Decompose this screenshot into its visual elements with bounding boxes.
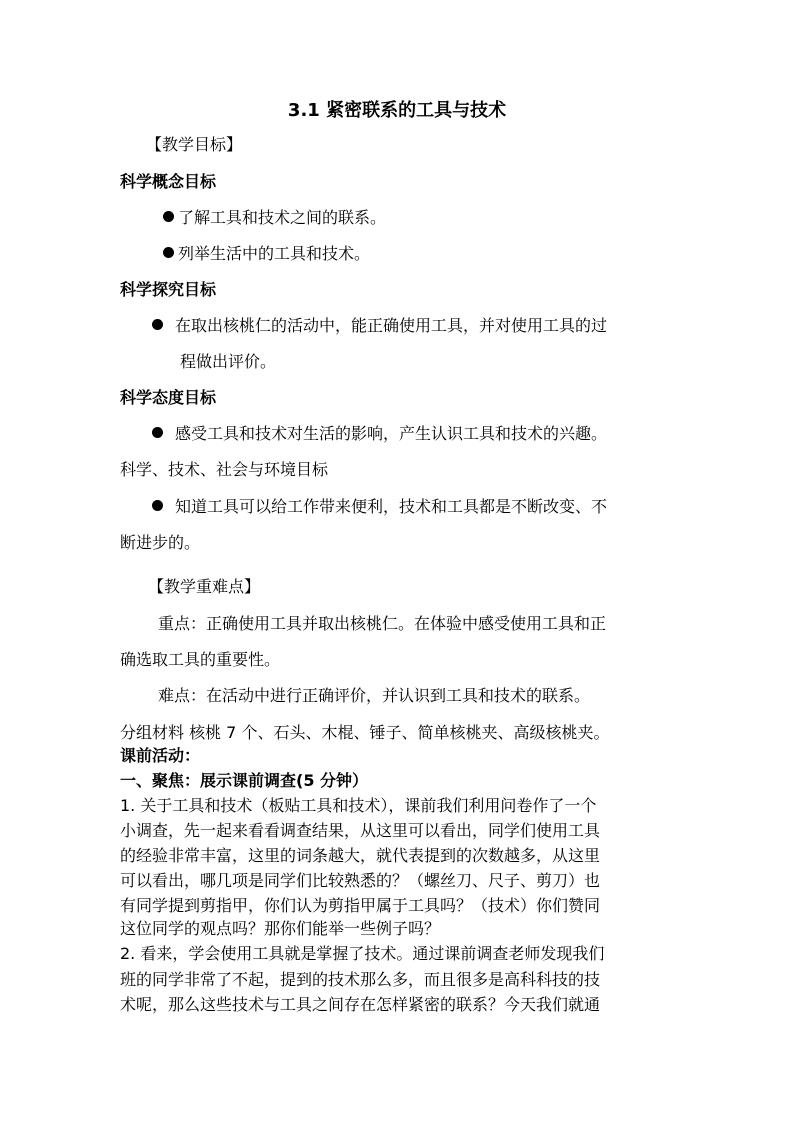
- concept-goals-heading: 科学概念目标: [120, 172, 217, 191]
- sts-goals-heading: 科学、技术、社会与环境目标: [120, 460, 329, 479]
- key-focus-cont: 确选取工具的重要性。: [120, 650, 281, 669]
- sts-goal-item-cont: 断进步的。: [120, 533, 201, 552]
- concept-goal-item: 了解工具和技术之间的联系。: [163, 208, 386, 228]
- para1-line: 可以看出，哪几项是同学们比较熟悉的？（螺丝刀、尺子、剪刀）也: [120, 871, 601, 890]
- para1-line: 这位同学的观点吗？那你们能举一些例子吗？: [120, 919, 441, 938]
- para1-line: 的经验非常丰富，这里的词条越大，就代表提到的次数越多，从这里: [120, 846, 601, 865]
- teaching-goals-heading: 【教学目标】: [146, 135, 243, 154]
- group-materials: 分组材料 核桃 7 个、石头、木棍、锤子、简单核桃夹、高级核桃夹。: [120, 723, 610, 742]
- page-title: 3.1 紧密联系的工具与技术: [287, 100, 507, 121]
- attitude-goal-item: 感受工具和技术对生活的影响，产生认识工具和技术的兴趣。: [152, 424, 607, 444]
- bullet-icon: [152, 500, 163, 511]
- key-points-heading: 【教学重难点】: [148, 577, 261, 596]
- para1-line: 1. 关于工具和技术（板贴工具和技术），课前我们利用问卷作了一个: [120, 796, 597, 815]
- para1-line: 有同学提到剪指甲，你们认为剪指甲属于工具吗？（技术）你们赞同: [120, 896, 601, 915]
- bullet-icon: [152, 319, 163, 330]
- para1-line: 小调查，先一起来看看调查结果，从这里可以看出，同学们使用工具: [120, 821, 601, 840]
- para2-line: 2. 看来，学会使用工具就是掌握了技术。通过课前调查老师发现我们: [120, 944, 605, 963]
- para2-line: 班的同学非常了不起，提到的技术那么多，而且很多是高科科技的技: [120, 970, 601, 989]
- concept-goal-item: 列举生活中的工具和技术。: [163, 244, 370, 264]
- bullet-icon: [152, 427, 163, 438]
- attitude-goals-heading: 科学态度目标: [120, 388, 217, 407]
- bullet-icon: [163, 247, 174, 258]
- inquiry-goals-heading: 科学探究目标: [120, 280, 217, 299]
- pre-class-heading: 课前活动：: [120, 746, 201, 765]
- sts-goal-item: 知道工具可以给工作带来便利，技术和工具都是不断改变、不: [152, 497, 607, 517]
- para2-line: 术呢，那么这些技术与工具之间存在怎样紧密的联系？今天我们就通: [120, 995, 601, 1014]
- section1-heading: 一、聚焦：展示课前调查(5 分钟）: [120, 771, 369, 790]
- inquiry-goal-item-cont: 程做出评价。: [180, 352, 277, 371]
- key-difficulty: 难点：在活动中进行正确评价，并认识到工具和技术的联系。: [158, 686, 591, 705]
- bullet-icon: [163, 211, 174, 222]
- key-focus: 重点：正确使用工具并取出核桃仁。在体验中感受使用工具和正: [158, 614, 607, 633]
- inquiry-goal-item: 在取出核桃仁的活动中，能正确使用工具，并对使用工具的过: [152, 316, 607, 336]
